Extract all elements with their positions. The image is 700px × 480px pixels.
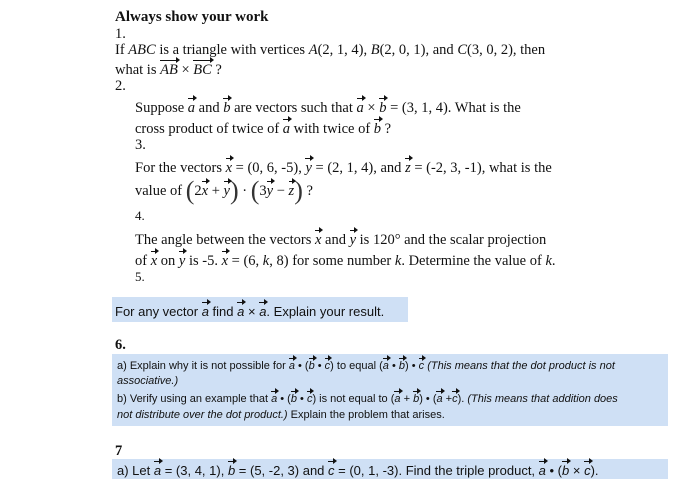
question-6a-line-1: a) Explain why it is not possible for a • (b • c) to equal (a • b) • c (This means that the dot product is not: [117, 357, 615, 373]
question-3-number: 3.: [135, 137, 146, 153]
question-6-number: 6.: [115, 337, 126, 353]
vector-ab: AB: [160, 59, 178, 78]
question-6b-line-1: b) Verify using an example that a • (b • c) is not equal to (a + b) • (a +c). (This means that addition does: [117, 390, 618, 406]
question-5-number: 5.: [135, 269, 145, 284]
question-3-line-1: For the vectors x = (0, 6, -5), y = (2, 1, 4), and z = (-2, 3, -1), what is the: [135, 157, 552, 177]
question-6a-line-2: associative.): [117, 375, 179, 387]
question-2-line-2: cross product of twice of a with twice of b ?: [135, 118, 391, 138]
page-title: Always show your work: [115, 9, 269, 25]
question-7a-line-1: a) Let a = (3, 4, 1), b = (5, -2, 3) and c = (0, 1, -3). Find the triple product, a • (b × c).: [117, 460, 599, 480]
question-1-line-2: what is AB × BC ?: [115, 59, 222, 79]
question-6b-line-2: not distribute over the dot product.) Explain the problem that arises.: [117, 409, 445, 421]
question-2-number: 2.: [115, 78, 126, 94]
question-4-line-2: of x on y is -5. x = (6, k, 8) for some number k. Determine the value of k.: [135, 250, 556, 270]
question-4-number: 4.: [135, 208, 145, 223]
question-3-line-2: value of (2x + y) · (3y − z) ?: [135, 176, 313, 205]
question-4-line-1: The angle between the vectors x and y is 120° and the scalar projection: [135, 229, 546, 249]
question-1-number: 1.: [115, 26, 126, 42]
question-1-line-1: If ABC is a triangle with vertices A(2, 1, 4), B(2, 0, 1), and C(3, 0, 2), then: [115, 42, 546, 58]
vector-bc: BC: [193, 59, 212, 78]
question-5-text: For any vector a find a × a. Explain your result.: [115, 301, 384, 321]
question-2-line-1: Suppose a and b are vectors such that a × b = (3, 1, 4). What is the: [135, 97, 521, 117]
question-7-number: 7: [115, 443, 123, 459]
